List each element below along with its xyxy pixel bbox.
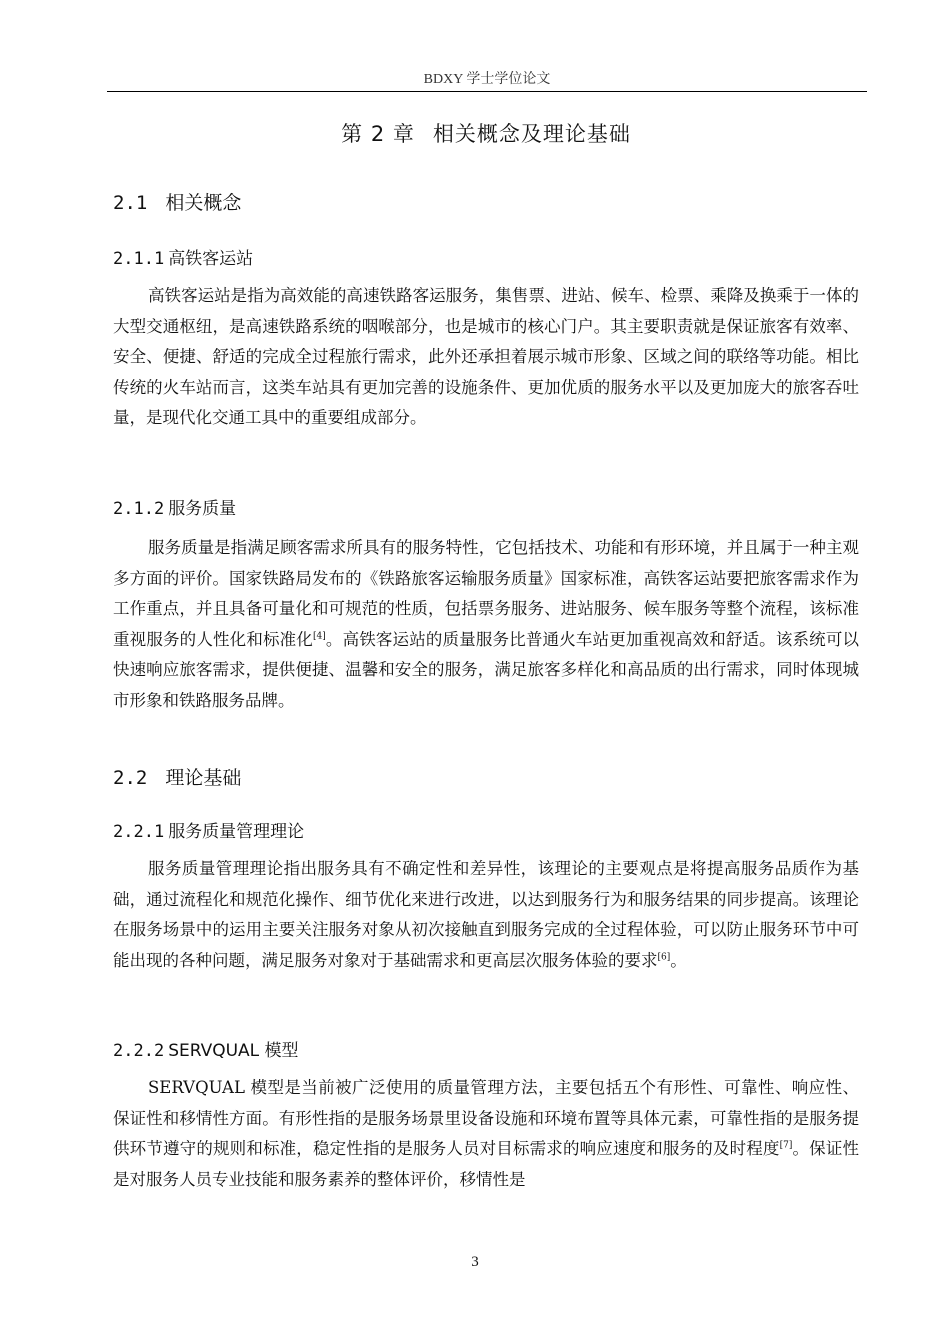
section-number: 2.2 bbox=[113, 767, 148, 789]
paragraph-2-2-2 bbox=[113, 1073, 859, 1195]
subsection-number: 2.1.2 bbox=[113, 499, 165, 519]
section-title: 相关概念 bbox=[165, 192, 242, 214]
citation-marker: [4] bbox=[312, 631, 326, 641]
paragraph-text: 。保证性是对服务人员专业技能和服务素养的整体评价，移情性是 bbox=[113, 1139, 860, 1189]
chapter-title-text: 相关概念及理论基础 bbox=[432, 122, 631, 146]
section-number: 2.1 bbox=[113, 192, 148, 214]
paragraph-2-2-1 bbox=[113, 854, 859, 976]
paragraph-2-1-2 bbox=[113, 533, 859, 716]
subsection-heading-2-2-1 bbox=[113, 817, 304, 842]
section-heading-2-1 bbox=[113, 188, 241, 215]
page-number: 3 bbox=[471, 1254, 479, 1270]
paragraph-text: 。 bbox=[670, 950, 687, 970]
subsection-title: SERVQUAL 模型 bbox=[168, 1041, 299, 1061]
header-rule bbox=[107, 91, 867, 92]
subsection-number: 2.1.1 bbox=[113, 249, 165, 269]
chapter-title bbox=[113, 118, 859, 148]
subsection-heading-2-1-1 bbox=[113, 244, 253, 269]
section-title: 理论基础 bbox=[165, 767, 242, 789]
chapter-number: 第 2 章 bbox=[341, 122, 415, 146]
subsection-number: 2.2.2 bbox=[113, 1041, 165, 1061]
subsection-title: 高铁客运站 bbox=[168, 249, 254, 269]
citation-marker: [6] bbox=[657, 952, 671, 962]
paragraph-text: SERVQUAL 模型是当前被广泛使用的质量管理方法，主要包括五个有形性、可靠性、响应性、保证性和移情性方面。有形性指的是服务场景里设备设施和环境布置等具体元素，可靠性指的是服务提供环节遵守的规则和标准，稳定性指的是服务人员对目标需求的响应速度和服务的及时程度 bbox=[113, 1078, 859, 1158]
paragraph-text: 。高铁客运站的质量服务比普通火车站更加重视高效和舒适。该系统可以快速响应旅客需求，提供便捷、温馨和安全的服务，满足旅客多样化和高品质的出行需求，同时体现城市形象和铁路服务品牌。 bbox=[113, 629, 860, 710]
paragraph-2-1-1: 高铁客运站是指为高效能的高速铁路客运服务，集售票、进站、候车、检票、乘降及换乘于一体的大型交通枢纽，是高速铁路系统的咽喉部分，也是城市的核心门户。其主要职责就是保证旅客有效率、安全、便捷、舒适的完成全过程旅行需求，此外还承担着展示城市形象、区域之间的联络等功能。相比传统的火车站而言，这类车站具有更加完善的设施条件、更加优质的服务水平以及更加庞大的旅客吞吐量，是现代化交通工具中的重要组成部分。 bbox=[113, 286, 859, 427]
paragraph-text: 服务质量是指满足顾客需求所具有的服务特性，它包括技术、功能和有形环境，并且属于一种主观多方面的评价。国家铁路局发布的《铁路旅客运输服务质量》国家标准，高铁客运站要把旅客需求作为工作重点，并且具备可量化和可规范的性质，包括票务服务、进站服务、候车服务等整个流程，该标准重视服务的人性化和标准化 bbox=[113, 538, 859, 649]
subsection-number: 2.2.1 bbox=[113, 822, 165, 842]
subsection-heading-2-2-2 bbox=[113, 1036, 299, 1061]
paragraph-text: 服务质量管理理论指出服务具有不确定性和差异性，该理论的主要观点是将提高服务品质作为基础，通过流程化和规范化操作、细节优化来进行改进，以达到服务行为和服务结果的同步提高。该理论在服务场景中的运用主要关注服务对象从初次接触直到服务完成的全过程体验，可以防止服务环节中可能出现的各种问题，满足服务对象对于基础需求和更高层次服务体验的要求 bbox=[113, 859, 859, 970]
subsection-title: 服务质量管理理论 bbox=[168, 822, 305, 842]
section-heading-2-2 bbox=[113, 763, 241, 790]
citation-marker: [7] bbox=[779, 1140, 793, 1151]
subsection-title: 服务质量 bbox=[168, 499, 237, 519]
running-header: BDXY 学士学位论文 bbox=[423, 72, 551, 87]
subsection-heading-2-1-2 bbox=[113, 494, 236, 519]
